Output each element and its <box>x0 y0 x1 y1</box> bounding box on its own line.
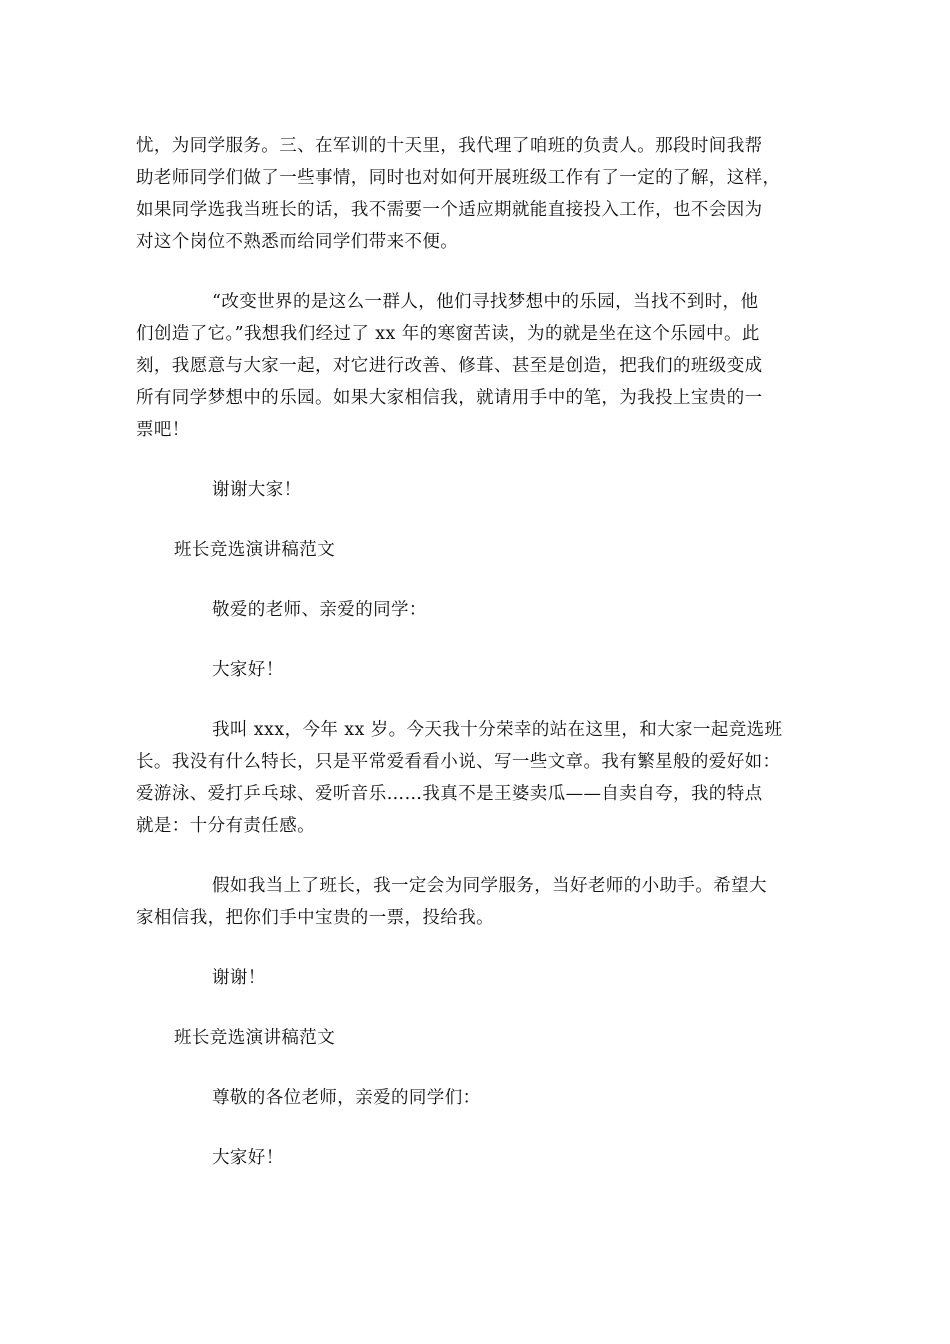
paragraph-gap <box>136 686 816 714</box>
paragraph-4-line: 家相信我，把你们手中宝贵的一票，投给我。 <box>136 908 494 928</box>
hello-1: 大家好！ <box>212 660 284 680</box>
thanks-short: 谢谢！ <box>212 968 266 988</box>
paragraph-3-line: 就是：十分有责任感。 <box>136 816 315 836</box>
paragraph-2 <box>136 286 816 446</box>
paragraph-2-line: 票吧！ <box>136 420 190 440</box>
thanks-everyone: 谢谢大家！ <box>212 480 302 500</box>
paragraph-3-line: 长。我没有什么特长，只是平常爱看看小说、写一些文章。我有繁星般的爱好如： <box>136 752 781 772</box>
paragraph-1-line: 如果同学选我当班长的话，我不需要一个适应期就能直接投入工作，也不会因为 <box>136 200 763 220</box>
paragraph-3-line: 我叫 xxx，今年 xx 岁。今天我十分荣幸的站在这里，和大家一起竞选班 <box>212 720 783 740</box>
paragraph-gap <box>136 994 816 1022</box>
paragraph-2-line: 所有同学梦想中的乐园。如果大家相信我，就请用手中的笔，为我投上宝贵的一 <box>136 388 763 408</box>
document-body <box>136 130 816 1174</box>
paragraph-gap <box>136 258 816 286</box>
paragraph-3 <box>136 714 816 842</box>
paragraph-2-line: “改变世界的是这么一群人，他们寻找梦想中的乐园，当找不到时，他 <box>212 292 759 312</box>
paragraph-4-line: 假如我当上了班长，我一定会为同学服务，当好老师的小助手。希望大 <box>212 876 767 896</box>
paragraph-4 <box>136 870 816 934</box>
paragraph-2-line: 刻，我愿意与大家一起，对它进行改善、修葺、甚至是创造，把我们的班级变成 <box>136 356 763 376</box>
greeting-2: 尊敬的各位老师，亲爱的同学们： <box>212 1088 481 1108</box>
paragraph-gap <box>136 506 816 534</box>
paragraph-1 <box>136 130 816 258</box>
paragraph-1-line: 助老师同学们做了一些事情，同时也对如何开展班级工作有了一定的了解，这样， <box>136 168 781 188</box>
paragraph-gap <box>136 446 816 474</box>
greeting-1: 敬爱的老师、亲爱的同学： <box>212 600 427 620</box>
section-heading-1: 班长竞选演讲稿范文 <box>174 540 336 560</box>
paragraph-1-line: 对这个岗位不熟悉而给同学们带来不便。 <box>136 232 459 252</box>
paragraph-3-line: 爱游泳、爱打乒乓球、爱听音乐……我真不是王婆卖瓜——自卖自夸，我的特点 <box>136 784 763 804</box>
paragraph-2-line: 们创造了它。”我想我们经过了 xx 年的寒窗苦读，为的就是坐在这个乐园中。此 <box>136 324 760 344</box>
paragraph-gap <box>136 566 816 594</box>
paragraph-gap <box>136 1054 816 1082</box>
section-heading-2: 班长竞选演讲稿范文 <box>174 1028 336 1048</box>
paragraph-gap <box>136 842 816 870</box>
paragraph-gap <box>136 626 816 654</box>
paragraph-1-line: 忧，为同学服务。三、在军训的十天里，我代理了咱班的负责人。那段时间我帮 <box>136 136 763 156</box>
hello-2: 大家好！ <box>212 1148 284 1168</box>
paragraph-gap <box>136 1114 816 1142</box>
paragraph-gap <box>136 934 816 962</box>
